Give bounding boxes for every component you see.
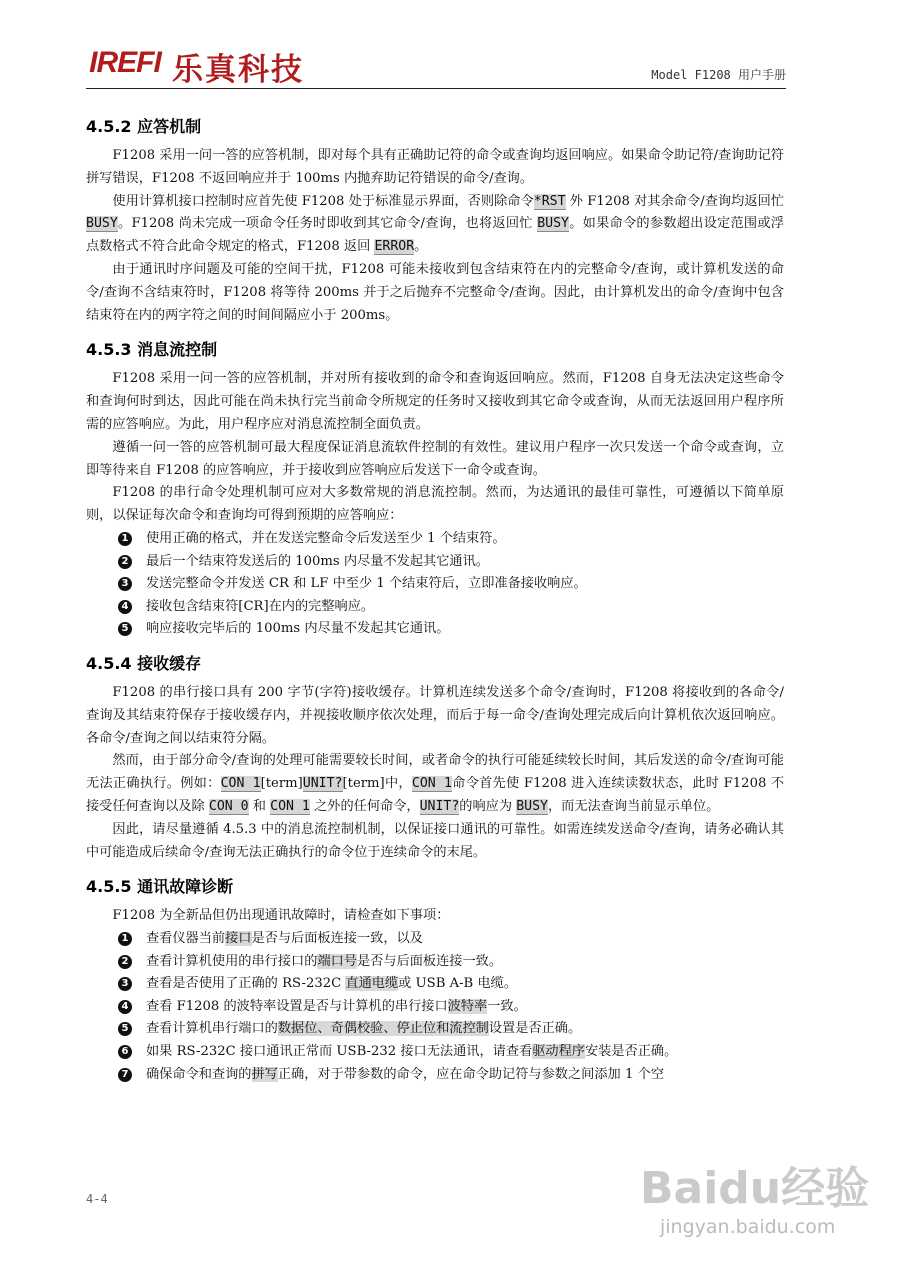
list-item (86, 973, 784, 996)
brand-name: 乐真科技 (172, 52, 304, 88)
list-item-text: 接收包含结束符[CR]在内的完整响应。 (146, 598, 375, 614)
list-item-text: 使用正确的格式，并在发送完整命令后发送至少 1 个结束符。 (146, 530, 506, 546)
paragraph: 遵循一问一答的应答机制可最大程度保证消息流软件控制的有效性。建议用户程序一次只发送一个命令或查询，立即等待来自 F1208 的应答响应，并于接收到应答响应后发送下一命令或查询。 (86, 439, 784, 478)
highlighted-term: 接口 (225, 931, 252, 947)
list-item-text: 查看仪器当前接口是否与后面板连接一致，以及 (146, 931, 423, 947)
command-token: UNIT? (419, 798, 460, 814)
list-number-icon: 3 (118, 577, 132, 591)
paragraph: F1208 采用一问一答的应答机制，即对每个具有正确助记符的命令或查询均返回响应。如果命令助记符/查询助记符拼写错误，F1208 不返回响应并于 100ms 内抛弃助记符错误的命令/查询。 (86, 148, 784, 186)
list-item-text: 发送完整命令并发送 CR 和 LF 中至少 1 个结束符后，立即准备接收响应。 (146, 576, 587, 592)
command-token: CON 1 (411, 776, 452, 792)
page-number: 4-4 (86, 1192, 108, 1206)
list-item (86, 1064, 784, 1087)
logo-text: IREFI (89, 46, 161, 79)
list-item (86, 551, 784, 574)
list-item (86, 951, 784, 974)
command-token: BUSY (516, 798, 548, 814)
watermark-url: jingyan.baidu.com (660, 1216, 836, 1238)
command-token: CON 1 (270, 798, 310, 814)
command-token: CON 0 (208, 798, 249, 814)
list-item-text: 如果 RS-232C 接口通讯正常而 USB-232 接口无法通讯，请查看驱动程序安装是否正确。 (146, 1044, 678, 1060)
command-token: CON 1 (220, 776, 261, 792)
list-number-icon: 4 (118, 600, 132, 614)
page-header (86, 40, 786, 88)
paragraph: F1208 的串行命令处理机制可应对大多数常规的消息流控制。然而，为达通讯的最佳可靠性，可遵循以下简单原则，以保证每次命令和查询均可得到预期的应答响应： (86, 485, 784, 524)
list-number-icon: 5 (118, 622, 132, 636)
list-item-text: 最后一个结束符发送后的 100ms 内尽量不发起其它通讯。 (146, 553, 489, 569)
paragraph: 使用计算机接口控制时应首先使 F1208 处于标准显示界面，否则除命令*RST 外 F1208 对其余命令/查询均返回忙 BUSY。F1208 尚未完成一项命令任务时即收到其它命令/查询，也将返回忙 BUSY。如果命令的参数超出设定范围或浮点数格式不符合此命令规定的格式，F1208 返回 ERROR。 (86, 193, 784, 255)
list-number-icon: 4 (118, 1000, 132, 1014)
list-item-text: 查看 F1208 的波特率设置是否与计算机的串行接口波特率一致。 (146, 998, 527, 1014)
highlighted-term: 端口号 (317, 953, 357, 969)
list-item-text: 查看计算机使用的串行接口的端口号是否与后面板连接一致。 (146, 953, 503, 969)
command-token: *RST (533, 193, 566, 209)
section-heading: 4.5.4 接收缓存 (86, 653, 202, 673)
list-item (86, 1041, 784, 1064)
highlighted-term: 直通电缆 (345, 976, 399, 992)
command-token: BUSY (537, 216, 569, 232)
paragraph: F1208 采用一问一答的应答机制，并对所有接收到的命令和查询返回响应。然而，F1208 自身无法决定这些命令和查询何时到达，因此可能在尚未执行完当前命令所规定的任务时又接收到其它命令或查询，从而无法返回用户程序所需的应答响应。为此，用户程序应对消息流控制全面负责。 (86, 371, 784, 432)
list-item-text: 确保命令和查询的拼写正确，对于带参数的命令，应在命令助记符与参数之间添加 1 个空 (146, 1066, 664, 1082)
paragraph: F1208 的串行接口具有 200 字节(字符)接收缓存。计算机连续发送多个命令/查询时，F1208 将接收到的各命令/查询及其结束符保存于接收缓存内，并视接收顺序依次处理，而后于每一命令/查询处理完成后向计算机依次返回响应。各命令/查询之间以结束符分隔。 (86, 684, 784, 746)
list-item (86, 996, 784, 1019)
manual-title: Model F1208 用户手册 (651, 68, 786, 82)
list-item (86, 1018, 784, 1041)
paragraph: 因此，请尽量遵循 4.5.3 中的消息流控制机制，以保证接口通讯的可靠性。如需连续发送命令/查询，请务必确认其中可能造成后续命令/查询无法正确执行的命令位于连续命令的末尾。 (86, 821, 784, 860)
command-token: BUSY (86, 216, 118, 232)
highlighted-term: 波特率 (447, 998, 488, 1014)
paragraph: F1208 为全新品但仍出现通讯故障时，请检查如下事项： (112, 908, 450, 924)
list-number-icon: 1 (118, 532, 132, 546)
list-item (86, 573, 784, 596)
list-number-icon: 7 (118, 1068, 132, 1082)
list-item (86, 528, 784, 551)
list-item (86, 596, 784, 619)
company-logo (86, 46, 164, 80)
paragraph: 由于通讯时序问题及可能的空间干扰，F1208 可能未接收到包含结束符在内的完整命令/查询，或计算机发送的命令/查询不含结束符时，F1208 将等待 200ms 并于之后抛弃不完整命令/查询。因此，由计算机发出的命令/查询中包含结束符在内的两字符之间的时间间隔应小于 200ms。 (86, 261, 784, 323)
numbered-list (86, 528, 784, 641)
list-item (86, 618, 784, 641)
list-item-text: 查看计算机串行端口的数据位、奇偶校验、停止位和流控制设置是否正确。 (146, 1021, 582, 1037)
list-number-icon: 2 (118, 555, 132, 569)
section-heading: 4.5.2 应答机制 (86, 117, 202, 136)
header-divider (86, 88, 786, 89)
document-body (86, 104, 784, 1086)
watermark-logo: Baidu经验 (640, 1163, 870, 1214)
list-item-text: 响应接收完毕后的 100ms 内尽量不发起其它通讯。 (146, 621, 450, 637)
paragraph: 然而，由于部分命令/查询的处理可能需要较长时间，或者命令的执行可能延续较长时间，其后发送的命令/查询可能无法正确执行。例如：CON 1[term]UNIT?[term]中，CON 1命令首先使 F1208 进入连续读数状态，此时 F1208 不接受任何查询以及除 CON 0 和 CON 1 之外的任何命令，UNIT?的响应为 BUSY，而无法查询当前显示单位。 (86, 753, 785, 814)
highlighted-term: 驱动程序 (532, 1044, 585, 1060)
command-token: ERROR (374, 239, 415, 255)
watermark (640, 1152, 880, 1252)
highlighted-term: 数据位、奇偶校验、停止位和流控制 (277, 1021, 489, 1037)
numbered-list (86, 928, 784, 1086)
section-heading: 4.5.5 通讯故障诊断 (86, 877, 234, 897)
list-number-icon: 2 (118, 955, 132, 969)
list-number-icon: 3 (118, 977, 132, 991)
list-item (86, 928, 784, 951)
list-number-icon: 5 (118, 1022, 132, 1036)
list-number-icon: 1 (118, 932, 132, 946)
section-heading: 4.5.3 消息流控制 (86, 340, 218, 360)
list-number-icon: 6 (118, 1045, 132, 1059)
highlighted-term: 拼写 (251, 1066, 278, 1082)
command-token: UNIT? (302, 776, 343, 792)
list-item-text: 查看是否使用了正确的 RS-232C 直通电缆或 USB A-B 电缆。 (146, 976, 518, 992)
